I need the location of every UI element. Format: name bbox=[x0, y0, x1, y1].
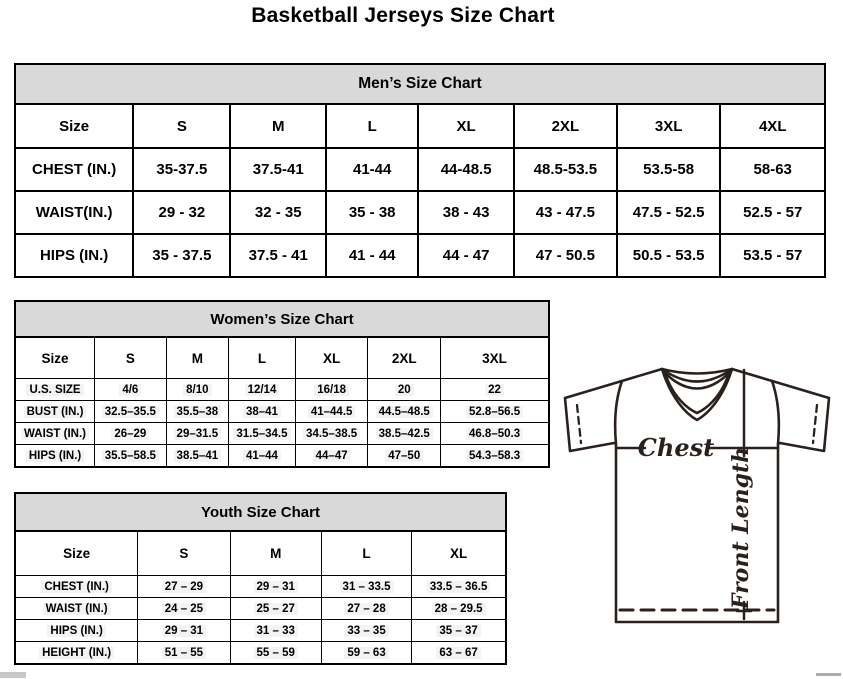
size-value: 44 - 47 bbox=[418, 234, 514, 277]
mens-size-table bbox=[14, 63, 826, 278]
size-value: 47–50 bbox=[368, 445, 441, 468]
table-row bbox=[15, 401, 549, 423]
size-value: 27 – 29 bbox=[138, 576, 230, 598]
column-header: XL bbox=[412, 531, 506, 576]
column-header: M bbox=[230, 531, 321, 576]
row-label: U.S. SIZE bbox=[15, 379, 95, 401]
column-header: S bbox=[138, 531, 230, 576]
size-value: 48.5-53.5 bbox=[514, 148, 617, 191]
size-value: 47 - 50.5 bbox=[514, 234, 617, 277]
size-value: 38.5–41 bbox=[166, 445, 228, 468]
row-label: CHEST (IN.) bbox=[15, 148, 133, 191]
mens-section-header-row bbox=[15, 64, 825, 104]
row-label: WAIST (IN.) bbox=[15, 598, 138, 620]
size-value: 63 – 67 bbox=[412, 642, 506, 665]
column-header: 2XL bbox=[514, 104, 617, 148]
table-row bbox=[15, 191, 825, 234]
column-header: Size bbox=[15, 531, 138, 576]
column-header: L bbox=[326, 104, 418, 148]
column-header: XL bbox=[295, 337, 368, 379]
size-value: 32.5–35.5 bbox=[95, 401, 167, 423]
size-value: 35 – 37 bbox=[412, 620, 506, 642]
size-value: 31 – 33 bbox=[230, 620, 321, 642]
column-header: 3XL bbox=[617, 104, 721, 148]
column-header: XL bbox=[418, 104, 514, 148]
size-value: 41–44.5 bbox=[295, 401, 368, 423]
size-value: 37.5 - 41 bbox=[230, 234, 326, 277]
size-value: 29 - 32 bbox=[133, 191, 230, 234]
size-value: 37.5-41 bbox=[230, 148, 326, 191]
size-value: 53.5-58 bbox=[617, 148, 721, 191]
womens-section-header-row bbox=[15, 301, 549, 337]
youth-column-header-row bbox=[15, 531, 506, 576]
size-value: 4/6 bbox=[95, 379, 167, 401]
size-value: 50.5 - 53.5 bbox=[617, 234, 721, 277]
size-value: 59 – 63 bbox=[321, 642, 411, 665]
size-value: 27 – 28 bbox=[321, 598, 411, 620]
size-value: 43 - 47.5 bbox=[514, 191, 617, 234]
jersey-outline bbox=[565, 369, 829, 622]
column-header: L bbox=[229, 337, 296, 379]
size-value: 38 - 43 bbox=[418, 191, 514, 234]
size-value: 52.8–56.5 bbox=[441, 401, 549, 423]
size-value: 47.5 - 52.5 bbox=[617, 191, 721, 234]
size-value: 8/10 bbox=[166, 379, 228, 401]
column-header: 3XL bbox=[441, 337, 549, 379]
table-row bbox=[15, 620, 506, 642]
size-value: 32 - 35 bbox=[230, 191, 326, 234]
size-value: 29–31.5 bbox=[166, 423, 228, 445]
size-value: 22 bbox=[441, 379, 549, 401]
size-value: 41-44 bbox=[326, 148, 418, 191]
womens-size-table bbox=[14, 300, 550, 468]
size-value: 35.5–38 bbox=[166, 401, 228, 423]
size-value: 12/14 bbox=[229, 379, 296, 401]
size-value: 38–41 bbox=[229, 401, 296, 423]
horizontal-scrollbar-thumb[interactable] bbox=[0, 672, 26, 678]
table-row bbox=[15, 234, 825, 277]
size-value: 16/18 bbox=[295, 379, 368, 401]
size-value: 35 - 37.5 bbox=[133, 234, 230, 277]
size-value: 25 – 27 bbox=[230, 598, 321, 620]
size-value: 24 – 25 bbox=[138, 598, 230, 620]
size-value: 54.3–58.3 bbox=[441, 445, 549, 468]
size-value: 29 – 31 bbox=[230, 576, 321, 598]
jersey-diagram bbox=[556, 356, 843, 662]
column-header: 4XL bbox=[720, 104, 825, 148]
column-header: Size bbox=[15, 337, 95, 379]
womens-column-header-row bbox=[15, 337, 549, 379]
size-value: 29 – 31 bbox=[138, 620, 230, 642]
size-value: 28 – 29.5 bbox=[412, 598, 506, 620]
youth-size-table bbox=[14, 492, 507, 665]
size-value: 35.5–58.5 bbox=[95, 445, 167, 468]
table-row bbox=[15, 423, 549, 445]
size-value: 58-63 bbox=[720, 148, 825, 191]
mens-section-title: Men’s Size Chart bbox=[15, 64, 825, 104]
column-header: L bbox=[321, 531, 411, 576]
size-value: 53.5 - 57 bbox=[720, 234, 825, 277]
size-value: 46.8–50.3 bbox=[441, 423, 549, 445]
column-header: Size bbox=[15, 104, 133, 148]
row-label: BUST (IN.) bbox=[15, 401, 95, 423]
row-label: WAIST(IN.) bbox=[15, 191, 133, 234]
table-row bbox=[15, 148, 825, 191]
size-value: 35-37.5 bbox=[133, 148, 230, 191]
size-value: 33 – 35 bbox=[321, 620, 411, 642]
front-length-label: Front Length bbox=[728, 446, 754, 610]
table-row bbox=[15, 379, 549, 401]
size-value: 38.5–42.5 bbox=[368, 423, 441, 445]
column-header: S bbox=[133, 104, 230, 148]
size-value: 26–29 bbox=[95, 423, 167, 445]
table-row bbox=[15, 642, 506, 665]
size-value: 41–44 bbox=[229, 445, 296, 468]
size-value: 55 – 59 bbox=[230, 642, 321, 665]
column-header: S bbox=[95, 337, 167, 379]
column-header: M bbox=[166, 337, 228, 379]
table-row bbox=[15, 576, 506, 598]
size-value: 51 – 55 bbox=[138, 642, 230, 665]
column-header: M bbox=[230, 104, 326, 148]
size-value: 33.5 – 36.5 bbox=[412, 576, 506, 598]
horizontal-scrollbar-end[interactable] bbox=[816, 673, 841, 676]
size-value: 31 – 33.5 bbox=[321, 576, 411, 598]
row-label: CHEST (IN.) bbox=[15, 576, 138, 598]
row-label: HIPS (IN.) bbox=[15, 234, 133, 277]
row-label: HIPS (IN.) bbox=[15, 620, 138, 642]
size-value: 52.5 - 57 bbox=[720, 191, 825, 234]
page-title: Basketball Jerseys Size Chart bbox=[251, 4, 555, 27]
table-row bbox=[15, 598, 506, 620]
table-row bbox=[15, 445, 549, 468]
youth-section-header-row bbox=[15, 493, 506, 531]
row-label: WAIST (IN.) bbox=[15, 423, 95, 445]
youth-section-title: Youth Size Chart bbox=[15, 493, 506, 531]
size-value: 44-48.5 bbox=[418, 148, 514, 191]
row-label: HEIGHT (IN.) bbox=[15, 642, 138, 665]
jersey-illustration bbox=[556, 356, 843, 662]
row-label: HIPS (IN.) bbox=[15, 445, 95, 468]
womens-section-title: Women’s Size Chart bbox=[15, 301, 549, 337]
size-value: 20 bbox=[368, 379, 441, 401]
size-value: 41 - 44 bbox=[326, 234, 418, 277]
size-value: 44.5–48.5 bbox=[368, 401, 441, 423]
size-value: 31.5–34.5 bbox=[229, 423, 296, 445]
chest-label: Chest bbox=[637, 433, 715, 462]
column-header: 2XL bbox=[368, 337, 441, 379]
size-value: 34.5–38.5 bbox=[295, 423, 368, 445]
size-value: 35 - 38 bbox=[326, 191, 418, 234]
mens-column-header-row bbox=[15, 104, 825, 148]
size-value: 44–47 bbox=[295, 445, 368, 468]
